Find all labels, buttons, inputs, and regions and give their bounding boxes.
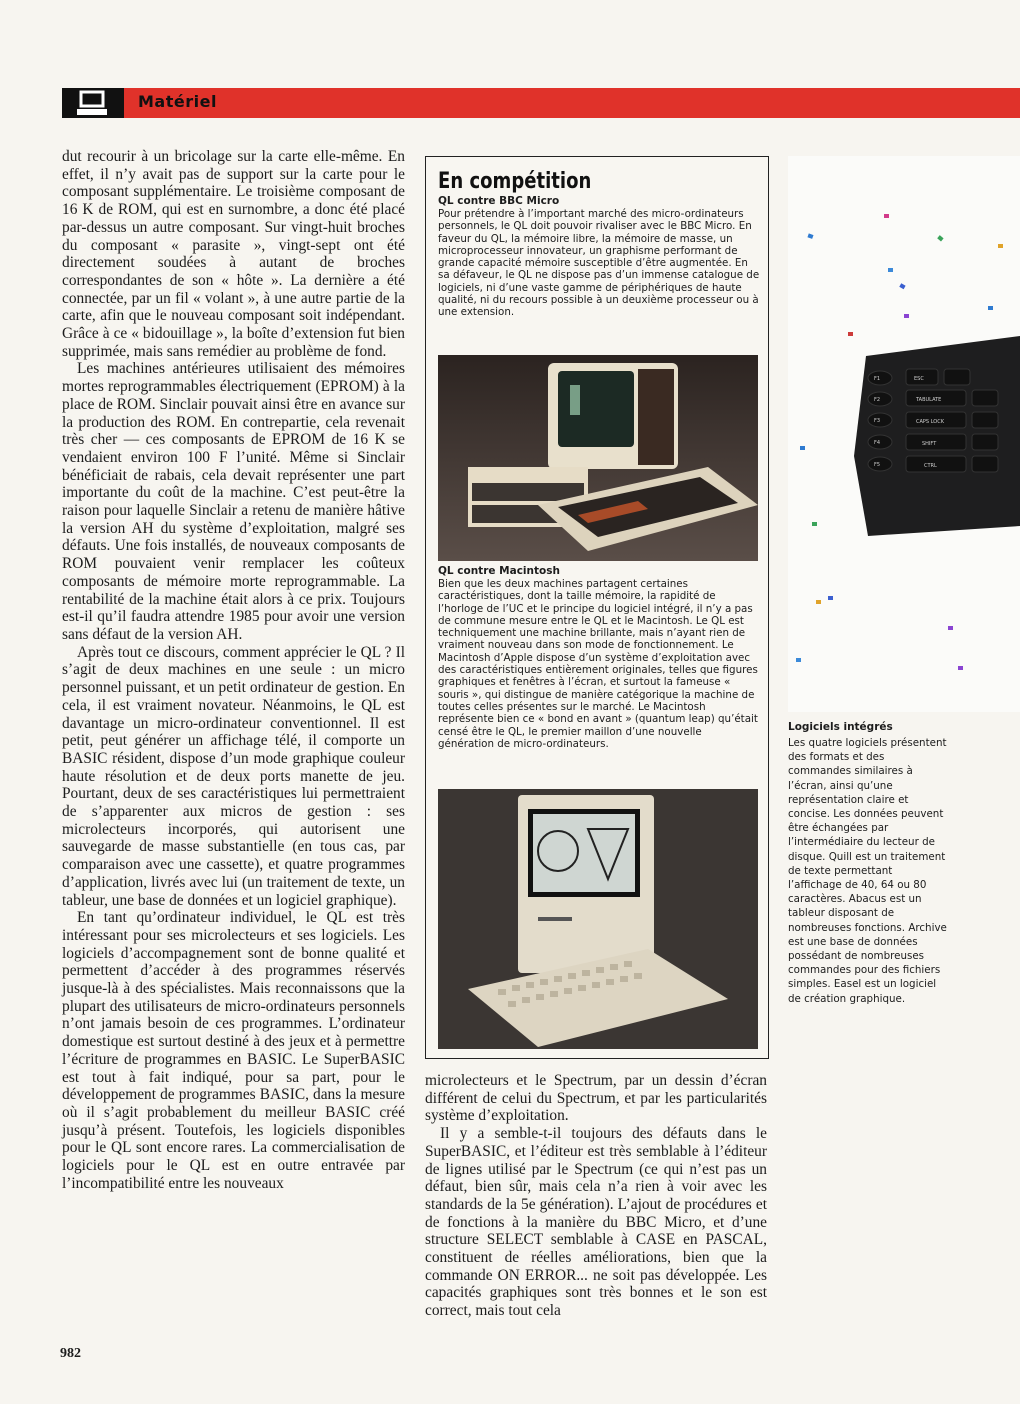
key-label: SHIFT bbox=[922, 441, 937, 447]
key-label: CAPS LOCK bbox=[916, 419, 945, 425]
key-label: F3 bbox=[874, 418, 881, 424]
box-subtitle-macintosh: QL contre Macintosh bbox=[438, 565, 560, 577]
paragraph: Les machines antérieures utilisaient des mémoires mortes reprogrammables électriquement (EPROM) à la place de ROM. Sinclair pouvait ainsi être en avance sur la production des ROM. En contrepartie, cela revenait très cher — ces composants de EPROM de 16 K se vendaient environ 100 F l’unité. Même si Sinclair bénéficiait de rabais, cela devait représenter une part importante du coût de la machine. C’est peut-être la raison pour laquelle Sinclair a retenu de manière hâtive la version AH du système d’exploitation, malgré ses défauts. Une fois installés, de nouveaux composants de ROM pouvaient venir remplacer les coûteux composants de mémoire morte reprogrammable. La rentabilité de la machine était alors à ce prix. Toujours est-il qu’il faudra attendre 1985 pour avoir une version sans défaut de la version AH. bbox=[62, 360, 405, 643]
paragraph: dut recourir à un bricolage sur la carte elle-même. En effet, il n’y avait pas de support sur la carte pour le composant supplémentaire. Le troisième composant de 16 K de ROM, qui est en surnombre, a donc été placé par-dessus un autre composant. Sur vingt-huit broches du composant « parasite », vingt-sept ont été directement soudées à autant de broches correspondantes de son « hôte ». La dernière a été connectée, par un fil « volant », à une autre partie de la carte, afin que le nouveau composant soit indépendant. Grâce à ce « bidouillage », la boîte d’extension fut bien supprimée, mais sans remédier au problème de fond. bbox=[62, 148, 405, 360]
side-caption-text: Les quatre logiciels présentent des formats et des commandes similaires à l’écran, ainsi qu’une représentation claire et concise. Les données peuvent être échangées par l’intermédiaire du lecteur de disque. Quill est un traitement de texte permettant l’affichage de 40, 64 ou 80 caractères. Abacus est un tableur disposant de nombreuses fonctions. Archive est une base de données possédant de nombreuses commandes pour des fichiers simples. Easel est un logiciel de création graphique. bbox=[788, 737, 947, 1005]
section-title: Matériel bbox=[138, 92, 217, 111]
paragraph: Après tout ce discours, comment apprécier le QL ? Il s’agit de deux machines en une seule : un micro personnel puissant, et un petit ordinateur de gestion. En cela, il est vraiment novateur. Néanmoins, le QL est davantage un micro-ordinateur conventionnel. Il est petit, peut générer un affichage télé, il comporte un BASIC résident, dispose d’un mode graphique couleur haute résolution et de deux ports manette de jeu. Pourtant, deux de ses caractéristiques lui permettraient de s’apparenter aux micros de gestion : ses microlecteurs incorporés, qui autorisent une sauvegarde de masse substantielle (en tous cas, par comparaison avec une cassette), et quatre programmes d’application, livrés avec lui (un traitement de texte, un tableur, une base de données et un logiciel graphique). bbox=[62, 643, 405, 909]
key-label: F1 bbox=[874, 376, 881, 382]
computer-icon bbox=[62, 88, 124, 118]
side-caption-title: Logiciels intégrés bbox=[788, 721, 893, 733]
key-label: TABULATE bbox=[916, 397, 942, 403]
key-label: F2 bbox=[874, 397, 881, 403]
box-subtitle-bbc: QL contre BBC Micro bbox=[438, 195, 560, 207]
text-column-right bbox=[425, 1072, 767, 1320]
ql-keyboard-photo bbox=[788, 156, 1020, 712]
bbc-micro-photo bbox=[438, 355, 758, 561]
macintosh-photo bbox=[438, 789, 758, 1049]
paragraph: Il y a semble-t-il toujours des défauts dans le SuperBASIC, et l’éditeur est très semblable à l’éditeur de lignes utilisé par le Spectrum (ce qui n’est pas un défaut, bien sûr, mais cela n’a rien à voir avec les standards de la 5e génération). L’ajout de procédures et de fonctions à la manière du BBC Micro, et d’une structure SELECT semblable à CASE en PASCAL, constituent de réelles améliorations, bien que la commande ON ERROR... ne soit pas développée. Les capacités graphiques sont très bonnes et le son est correct, mais tout cela bbox=[425, 1125, 767, 1320]
paragraph: microlecteurs et le Spectrum, par un dessin d’écran différent de celui du Spectrum, et par les particularités système d’exploitation. bbox=[425, 1072, 767, 1125]
key-label: CTRL bbox=[924, 463, 937, 469]
box-text-macintosh: Bien que les deux machines partagent certaines caractéristiques, dont la taille mémoire, la rapidité de l’horloge de l’UC et le principe du logiciel intégré, il n’y a pas de commune mesure entre le QL et le Macintosh. Le QL est techniquement une machine brillante, mais n’ayant rien de vraiment nouveau dans son mode de fonctionnement. Le Macintosh d’Apple dispose d’un système d’exploitation avec des caractéristiques entièrement originales, telles que figures graphiques et fenêtres à l’écran, et surtout la fameuse « souris », qui distingue de manière catégorique la machine de toutes celles présentes sur le marché. Le Macintosh représente bien ce « bond en avant » (quantum leap) qu’était censé être le QL, le premier maillon d’une nouvelle génération de micro-ordinateurs. bbox=[438, 578, 758, 750]
box-title: En compétition bbox=[438, 169, 592, 194]
key-label: F5 bbox=[874, 462, 881, 468]
competition-sidebar-box bbox=[425, 156, 769, 1059]
page-number: 982 bbox=[60, 1346, 81, 1361]
text-column-left bbox=[62, 148, 405, 1192]
paragraph: En tant qu’ordinateur individuel, le QL est très intéressant pour ses microlecteurs et ses logiciels. Les logiciels d’accompagnement sont de bonne qualité et permettent d’accéder à des programmes réservés jusque-là à des spécialistes. Mais reconnaissons que la plupart des utilisateurs de micro-ordinateurs personnels n’ont jamais besoin de ces programmes. L’ordinateur domestique est surtout destiné à des jeux et à permettre l’écriture de programmes en BASIC. Le SuperBASIC est tout à fait indiqué, pour sa part, pour le développement de programmes BASIC, dans la mesure où il s’agit probablement du meilleur BASIC créé jusqu’à présent. Toutefois, les logiciels disponibles pour le QL sont encore rares. La commercialisation de logiciels pour le QL est en outre entravée par l’incompatibilité entre les nouveaux bbox=[62, 909, 405, 1192]
key-label: F4 bbox=[874, 440, 881, 446]
box-text-bbc: Pour prétendre à l’important marché des micro-ordinateurs personnels, le QL doit pouvoir rivaliser avec le BBC Micro. En faveur du QL, la mémoire libre, la mémoire de masse, un microprocesseur innovateur, un graphisme performant de grande capacité mémoire susceptible d’être augmentée. En sa défaveur, le QL ne dispose pas d’un immense catalogue de logiciels, ni d’une vaste gamme de périphériques de haute qualité, ni du recours possible à un deuxième processeur ou à une extension. bbox=[438, 208, 760, 319]
key-label: ESC bbox=[914, 376, 924, 382]
